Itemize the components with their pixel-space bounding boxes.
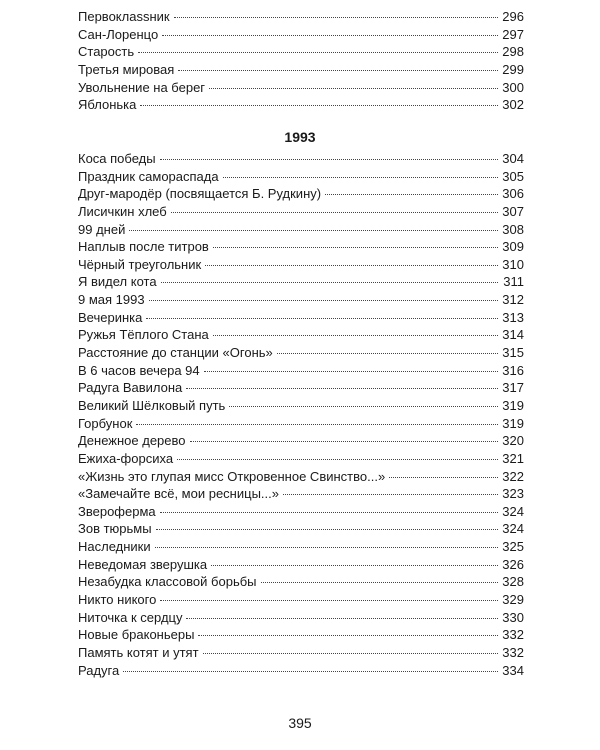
toc-entry — [78, 203, 524, 221]
toc-entry-page-number: 332 — [502, 627, 524, 643]
toc-entry-page-number: 296 — [502, 9, 524, 24]
toc-entry — [78, 291, 524, 309]
toc-entry-title: Вечеринка — [78, 309, 143, 325]
toc-entry-title: Радуга Вавилона — [78, 380, 183, 396]
toc-entry — [78, 221, 524, 239]
toc-entry — [78, 43, 524, 61]
toc-entry-title: Третья мировая — [78, 61, 175, 77]
toc-list-previous-section — [78, 8, 524, 114]
toc-entry — [78, 644, 524, 662]
toc-entry — [78, 185, 524, 203]
toc-entry — [78, 573, 524, 591]
dot-leader — [162, 35, 498, 36]
toc-entry — [78, 432, 524, 450]
toc-entry-title: «Замечайте всё, мои ресницы...» — [78, 486, 279, 502]
toc-entry-page-number: 323 — [502, 486, 524, 502]
toc-entry-title: Незабудка классовой борьбы — [78, 574, 257, 590]
dot-leader — [177, 459, 498, 460]
toc-entry-title: Наплыв после титров — [78, 239, 209, 255]
toc-entry-page-number: 316 — [502, 362, 524, 378]
toc-entry-page-number: 306 — [502, 186, 524, 202]
toc-entry-title: 99 дней — [78, 221, 126, 237]
toc-entry-page-number: 326 — [502, 556, 524, 572]
toc-entry — [78, 326, 524, 344]
dot-leader — [389, 477, 498, 478]
toc-entry-page-number: 312 — [502, 292, 524, 308]
toc-entry-page-number: 325 — [502, 539, 524, 555]
dot-leader — [178, 70, 498, 71]
toc-entry-page-number: 328 — [502, 574, 524, 590]
toc-entry-page-number: 322 — [502, 468, 524, 484]
dot-leader — [277, 353, 498, 354]
toc-entry — [78, 626, 524, 644]
toc-entry — [78, 662, 524, 680]
dot-leader — [203, 653, 498, 654]
dot-leader — [186, 388, 498, 389]
dot-leader — [198, 635, 498, 636]
toc-entry-page-number: 313 — [502, 309, 524, 325]
toc-entry — [78, 609, 524, 627]
toc-entry — [78, 8, 524, 26]
toc-entry — [78, 61, 524, 79]
dot-leader — [156, 529, 498, 530]
toc-entry — [78, 168, 524, 186]
toc-entry-title: Первоклаѕѕник — [78, 9, 170, 24]
toc-entry-page-number: 309 — [502, 239, 524, 255]
toc-entry-title: Праздник самораспада — [78, 168, 219, 184]
toc-entry-title: Зов тюрьмы — [78, 521, 152, 537]
dot-leader — [155, 547, 498, 548]
toc-entry-page-number: 320 — [502, 433, 524, 449]
dot-leader — [138, 52, 498, 53]
toc-entry-title: Звероферма — [78, 503, 156, 519]
toc-entry-title: Старость — [78, 44, 135, 60]
dot-leader — [174, 17, 498, 18]
dot-leader — [149, 300, 498, 301]
toc-entry-page-number: 311 — [503, 274, 524, 290]
dot-leader — [186, 618, 498, 619]
dot-leader — [161, 282, 498, 283]
dot-leader — [140, 105, 498, 106]
toc-entry-title: Расстояние до станции «Огонь» — [78, 345, 273, 361]
dot-leader — [213, 335, 498, 336]
toc-entry-title: Сан-Лоренцо — [78, 26, 159, 42]
dot-leader — [205, 265, 498, 266]
toc-entry-page-number: 305 — [502, 168, 524, 184]
toc-entry — [78, 96, 524, 114]
dot-leader — [129, 230, 498, 231]
toc-entry-page-number: 324 — [502, 503, 524, 519]
toc-entry-title: Горбунок — [78, 415, 133, 431]
dot-leader — [146, 318, 498, 319]
toc-entry-page-number: 324 — [502, 521, 524, 537]
toc-entry — [78, 485, 524, 503]
toc-entry — [78, 26, 524, 44]
dot-leader — [223, 177, 498, 178]
toc-entry-title: 9 мая 1993 — [78, 292, 145, 308]
dot-leader — [171, 212, 498, 213]
toc-entry-title: Ружья Тёплого Стана — [78, 327, 209, 343]
toc-entry-title: «Жизнь это глупая мисс Откровенное Свинство...» — [78, 468, 386, 484]
toc-entry-page-number: 332 — [502, 644, 524, 660]
toc-entry-title: Я видел кота — [78, 274, 157, 290]
dot-leader — [211, 565, 498, 566]
dot-leader — [229, 406, 498, 407]
toc-entry-title: Лисичкин хлеб — [78, 203, 167, 219]
toc-entry — [78, 379, 524, 397]
dot-leader — [123, 671, 498, 672]
toc-entry — [78, 520, 524, 538]
toc-entry-page-number: 314 — [502, 327, 524, 343]
dot-leader — [136, 424, 498, 425]
toc-entry — [78, 556, 524, 574]
dot-leader — [190, 441, 498, 442]
toc-entry-page-number: 302 — [502, 97, 524, 113]
toc-entry-page-number: 310 — [502, 256, 524, 272]
toc-entry-page-number: 298 — [502, 44, 524, 60]
dot-leader — [160, 512, 498, 513]
toc-entry-page-number: 319 — [502, 415, 524, 431]
toc-entry — [78, 450, 524, 468]
dot-leader — [209, 88, 498, 89]
toc-entry — [78, 256, 524, 274]
toc-entry — [78, 309, 524, 327]
toc-entry-title: Друг-мародёр (посвящается Б. Рудкину) — [78, 186, 322, 202]
toc-entry-title: Новые браконьеры — [78, 627, 195, 643]
toc-entry-page-number: 321 — [502, 450, 524, 466]
dot-leader — [283, 494, 498, 495]
toc-entry-title: Яблонька — [78, 97, 137, 113]
toc-entry-title: Ежиха-форсиха — [78, 450, 174, 466]
section-heading-year: 1993 — [284, 129, 316, 145]
dot-leader — [160, 159, 498, 160]
toc-entry-title: Радуга — [78, 662, 120, 678]
toc-entry — [78, 415, 524, 433]
toc-entry-title: В 6 часов вечера 94 — [78, 362, 200, 378]
toc-entry — [78, 79, 524, 97]
toc-entry-page-number: 315 — [502, 345, 524, 361]
toc-entry-page-number: 334 — [502, 662, 524, 678]
toc-entry-page-number: 299 — [502, 61, 524, 77]
toc-entry-title: Неведомая зверушка — [78, 556, 208, 572]
dot-leader — [261, 582, 498, 583]
page-number: 395 — [288, 715, 312, 731]
toc-entry — [78, 591, 524, 609]
toc-list-1993 — [78, 150, 524, 679]
toc-entry-page-number: 308 — [502, 221, 524, 237]
toc-entry-title: Коса победы — [78, 151, 156, 166]
toc-entry — [78, 468, 524, 486]
toc-entry-page-number: 319 — [502, 397, 524, 413]
toc-entry-title: Ниточка к сердцу — [78, 609, 183, 625]
toc-entry — [78, 238, 524, 256]
toc-entry — [78, 362, 524, 380]
toc-entry-title: Денежное дерево — [78, 433, 186, 449]
toc-entry — [78, 150, 524, 168]
toc-entry — [78, 538, 524, 556]
dot-leader — [160, 600, 498, 601]
toc-entry-title: Память котят и утят — [78, 644, 199, 660]
toc-entry-page-number: 300 — [502, 79, 524, 95]
toc-entry-title: Никто никого — [78, 592, 157, 608]
toc-entry-title: Великий Шёлковый путь — [78, 397, 226, 413]
dot-leader — [325, 194, 498, 195]
toc-entry — [78, 344, 524, 362]
toc-entry-title: Увольнение на берег — [78, 79, 206, 95]
toc-entry — [78, 273, 524, 291]
toc-entry-page-number: 330 — [502, 609, 524, 625]
toc-entry-title: Чёрный треугольник — [78, 256, 202, 272]
toc-entry — [78, 397, 524, 415]
toc-entry — [78, 503, 524, 521]
toc-entry-title: Наследники — [78, 539, 151, 555]
dot-leader — [213, 247, 498, 248]
toc-entry-page-number: 307 — [502, 203, 524, 219]
toc-entry-page-number: 329 — [502, 592, 524, 608]
toc-entry-page-number: 297 — [502, 26, 524, 42]
dot-leader — [204, 371, 498, 372]
toc-entry-page-number: 317 — [502, 380, 524, 396]
toc-entry-page-number: 304 — [502, 151, 524, 166]
